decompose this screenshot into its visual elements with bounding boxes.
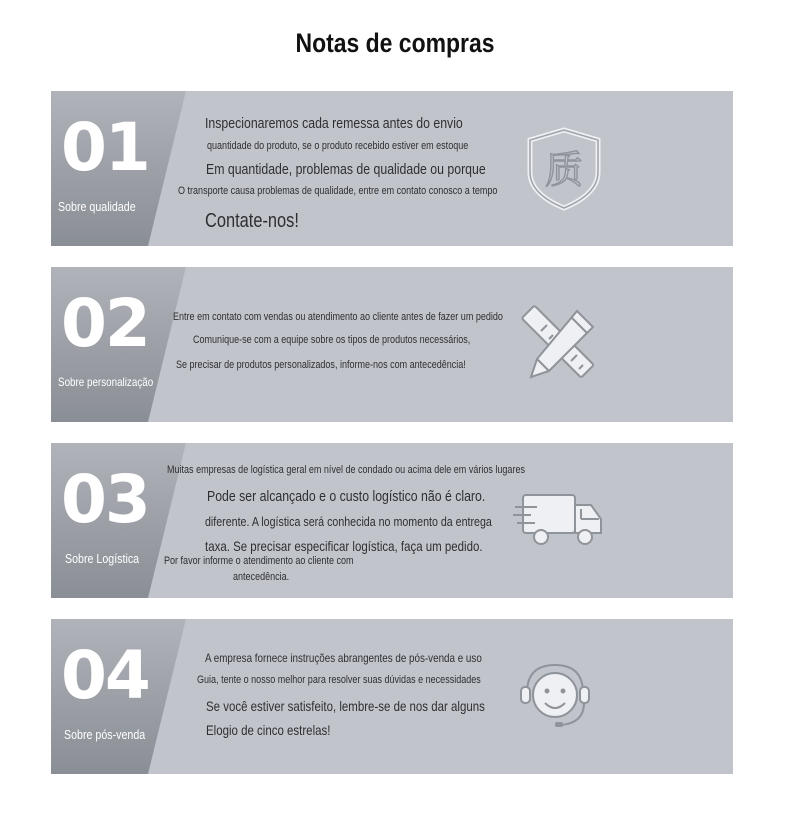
- section-label: Sobre pós-venda: [64, 727, 146, 742]
- section-text-line: diferente. A logística será conhecida no momento da entrega: [205, 514, 492, 529]
- section-text-line: Entre em contato com vendas ou atendimento ao cliente antes de fazer um pedido: [173, 311, 503, 323]
- section-quality: [51, 91, 733, 246]
- section-number: 03: [61, 461, 149, 538]
- section-number: 01: [61, 109, 149, 186]
- section-text-line: A empresa fornece instruções abrangentes de pós-venda e uso: [205, 651, 482, 665]
- section-text-line: quantidade do produto, se o produto recebido estiver em estoque: [207, 140, 469, 152]
- section-text-line: Comunique-se com a equipe sobre os tipos de produtos necessários,: [193, 334, 471, 346]
- section-logistics: [51, 443, 733, 598]
- section-text-line: Por favor informe o atendimento ao cliente com: [164, 555, 354, 567]
- svg-text:质: 质: [544, 148, 584, 192]
- section-text-line: Pode ser alcançado e o custo logístico não é claro.: [207, 488, 486, 505]
- section-text-line: Elogio de cinco estrelas!: [206, 722, 331, 738]
- section-text-line: taxa. Se precisar especificar logística, faça um pedido.: [205, 538, 483, 554]
- section-customization: [51, 267, 733, 422]
- section-label: Sobre Logística: [65, 551, 140, 566]
- section-number: 02: [61, 285, 149, 362]
- delivery-truck-icon: [513, 491, 605, 551]
- quality-seal-icon: [524, 126, 604, 211]
- section-text-line: Guia, tente o nosso melhor para resolver suas dúvidas e necessidades: [197, 674, 481, 686]
- section-text-line: antecedência.: [233, 571, 290, 583]
- section-text-line: Em quantidade, problemas de qualidade ou porque: [206, 161, 486, 178]
- section-text-line: Se precisar de produtos personalizados, informe-nos com antecedência!: [176, 359, 466, 371]
- section-label: Sobre personalização: [58, 375, 154, 389]
- section-after-sales: [51, 619, 733, 774]
- section-number: 04: [61, 637, 149, 714]
- section-text-line: Muitas empresas de logística geral em nível de condado ou acima dele em vários lugares: [167, 464, 525, 476]
- smiley-headset-icon: [517, 659, 593, 731]
- section-text-line: Contate-nos!: [205, 210, 299, 232]
- section-text-line: Se você estiver satisfeito, lembre-se de nos dar alguns: [206, 698, 485, 714]
- number-block-background: [51, 619, 733, 774]
- section-text-line: Inspecionaremos cada remessa antes do envio: [205, 115, 463, 132]
- section-text-line: O transporte causa problemas de qualidade, entre em contato conosco a tempo: [178, 185, 498, 197]
- page-title: Notas de compras: [295, 28, 495, 58]
- pencil-ruler-icon: [521, 303, 603, 383]
- section-label: Sobre qualidade: [58, 199, 136, 214]
